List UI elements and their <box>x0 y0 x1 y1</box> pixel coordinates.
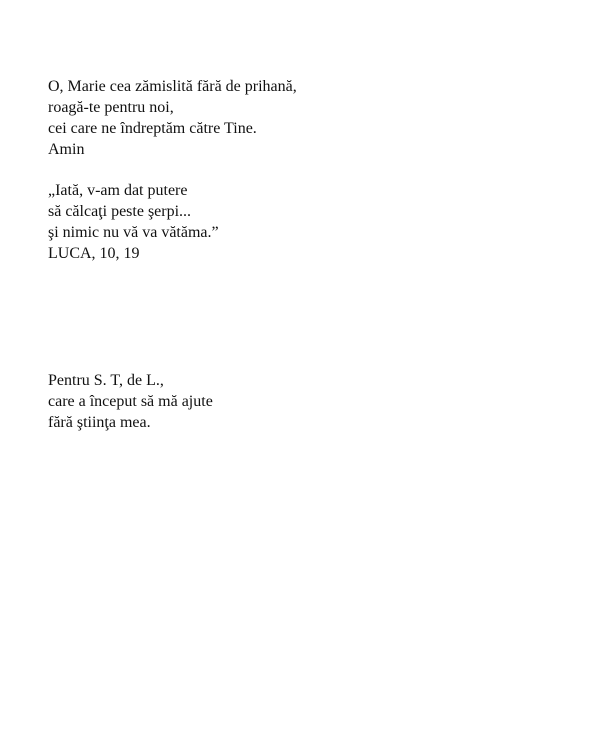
quote-line: să călcaţi peste şerpi... <box>48 203 192 220</box>
prayer-line: roagă-te pentru noi, <box>48 99 174 116</box>
prayer-block <box>48 76 297 160</box>
prayer-line: cei care ne îndreptăm către Tine. <box>48 120 257 137</box>
quote-line: şi nimic nu vă va vătăma.” <box>48 224 219 241</box>
dedication-line: fără ştiinţa mea. <box>48 414 151 431</box>
quote-line: „Iată, v-am dat putere <box>48 182 188 199</box>
quote-citation: LUCA, 10, 19 <box>48 245 140 262</box>
dedication-block <box>48 370 213 433</box>
prayer-line: O, Marie cea zămislită fără de prihană, <box>48 78 297 95</box>
scripture-quote-block <box>48 180 219 264</box>
prayer-amen: Amin <box>48 141 85 158</box>
dedication-line: care a început să mă ajute <box>48 393 213 410</box>
dedication-line: Pentru S. T, de L., <box>48 372 164 389</box>
